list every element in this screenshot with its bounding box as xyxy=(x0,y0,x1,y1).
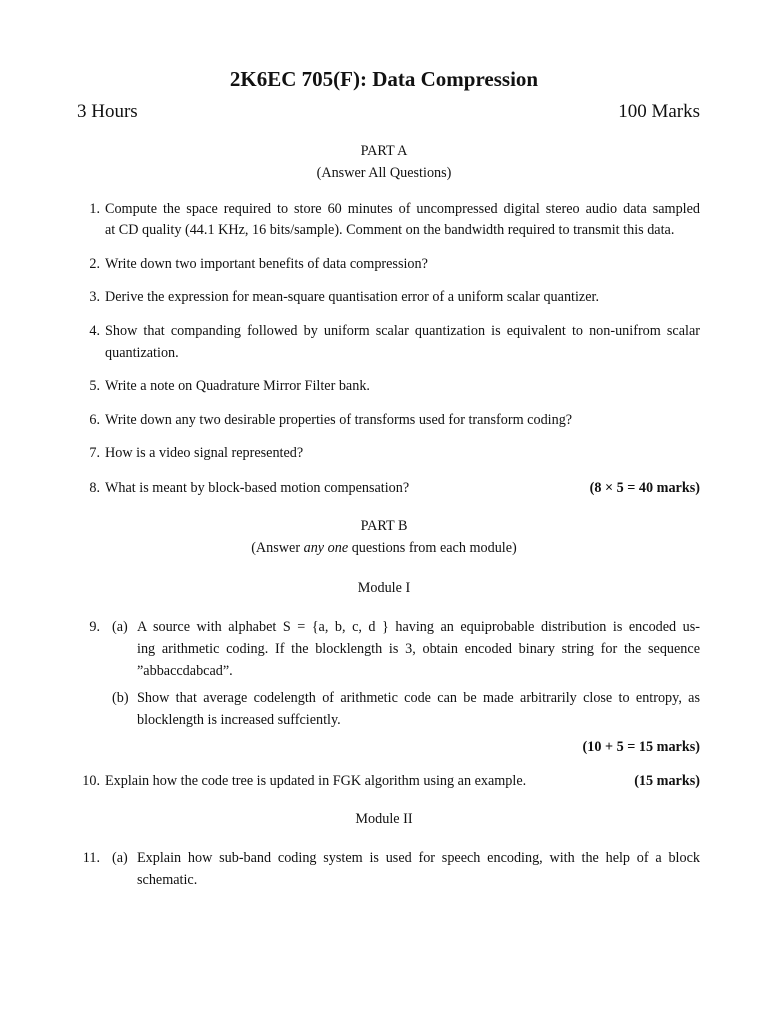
question-text: Write down two important benefits of data compression? xyxy=(105,256,428,272)
part-b-instruction xyxy=(0,538,768,559)
question-9-marks: (10 + 5 = 15 marks) xyxy=(582,739,700,755)
question-number: 10. xyxy=(82,773,100,789)
question-number: 9. xyxy=(89,619,100,635)
question-text: Write a note on Quadrature Mirror Filter bank. xyxy=(105,378,370,394)
module-2-heading: Module II xyxy=(355,811,413,827)
question-text: Show that companding followed by uniform scalar quantization is equivalent to non-unifrom scalar xyxy=(105,323,700,339)
question-number: 7. xyxy=(89,445,100,461)
exam-max-marks: 100 Marks xyxy=(618,101,700,122)
question-number: 4. xyxy=(89,323,100,339)
question-text: Write down any two desirable properties of transforms used for transform coding? xyxy=(105,412,573,428)
sub-question-text-cont: ”abbaccdabcad”. xyxy=(137,663,233,679)
question-10-marks: (15 marks) xyxy=(634,773,700,789)
part-b-instruction-post: questions from each module) xyxy=(348,540,517,556)
question-text-cont: quantization. xyxy=(105,345,179,361)
sub-question-text-cont: ing arithmetic coding. If the blocklength is 3, obtain encoded binary string for the sequence xyxy=(137,641,700,657)
sub-question-text: Show that average codelength of arithmetic code can be made arbitrarily close to entropy, as xyxy=(137,690,700,706)
question-number: 3. xyxy=(89,289,100,305)
question-text-cont: at CD quality (44.1 KHz, 16 bits/sample). Comment on the bandwidth required to transmit this data. xyxy=(105,222,675,238)
question-number: 2. xyxy=(89,256,100,272)
question-text: What is meant by block-based motion compensation? xyxy=(105,480,410,496)
question-text: Compute the space required to store 60 minutes of uncompressed digital stereo audio data sampled xyxy=(105,201,700,217)
question-number: 11. xyxy=(82,850,100,866)
question-text: Derive the expression for mean-square quantisation error of a uniform scalar quantizer. xyxy=(105,289,600,305)
sub-question-text-cont: schematic. xyxy=(137,872,198,888)
module-1-heading: Module I xyxy=(357,580,411,596)
part-b-instruction-emphasis: any one xyxy=(303,540,349,556)
exam-duration: 3 Hours xyxy=(77,101,138,122)
part-b-instruction-pre: (Answer xyxy=(251,540,304,556)
sub-question-text: Explain how sub-band coding system is used for speech encoding, with the help of a block xyxy=(137,850,700,866)
question-number: 5. xyxy=(89,378,100,394)
part-b-heading: PART B xyxy=(360,518,408,534)
question-number: 8. xyxy=(89,480,100,496)
part-a-heading: PART A xyxy=(360,143,408,159)
sub-question-label: (a) xyxy=(112,850,128,866)
part-a-marks: (8 × 5 = 40 marks) xyxy=(589,480,700,496)
sub-question-label: (a) xyxy=(112,619,128,635)
question-number: 6. xyxy=(89,412,100,428)
question-number: 1. xyxy=(89,201,100,217)
exam-title: 2K6EC 705(F): Data Compression xyxy=(229,67,539,91)
question-text: How is a video signal represented? xyxy=(105,445,304,461)
sub-question-text: A source with alphabet S = {a, b, c, d } having an equiprobable distribution is encoded us- xyxy=(137,619,700,635)
sub-question-text-cont: blocklength is increased suffciently. xyxy=(137,712,341,728)
part-a-instruction: (Answer All Questions) xyxy=(316,165,452,181)
sub-question-label: (b) xyxy=(112,690,129,706)
question-text: Explain how the code tree is updated in FGK algorithm using an example. xyxy=(105,773,527,789)
